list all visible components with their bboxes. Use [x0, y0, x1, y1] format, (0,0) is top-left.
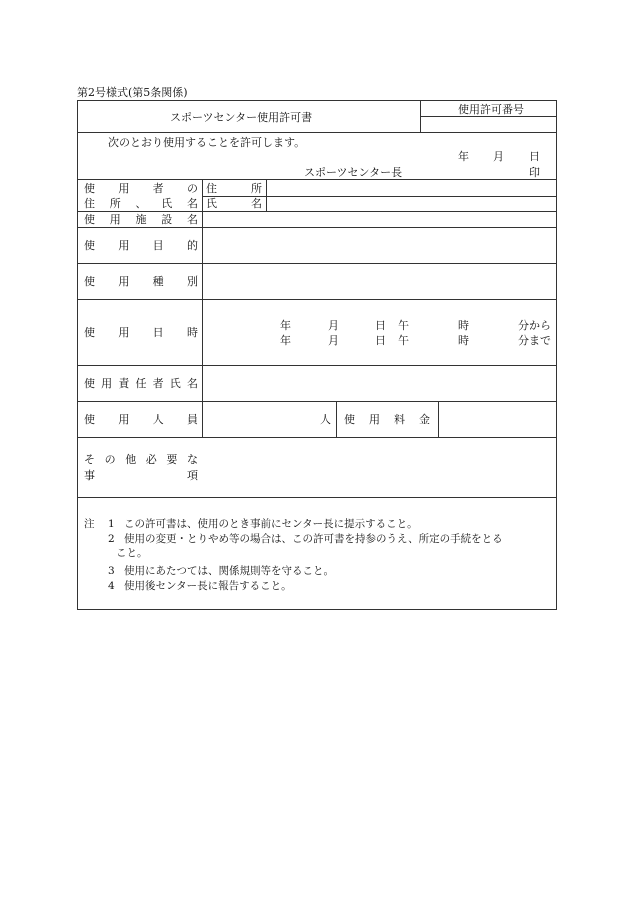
date-year-label: 年: [458, 150, 469, 163]
dt-start-month: 月: [328, 319, 339, 332]
other-field[interactable]: [204, 439, 554, 496]
seal-mark: 印: [529, 166, 540, 179]
divider: [78, 437, 556, 438]
divider: [78, 497, 556, 498]
divider: [78, 132, 556, 133]
fee-field[interactable]: [440, 403, 554, 436]
issuer-title: スポーツセンター長: [304, 166, 403, 179]
form-title: スポーツセンター使用許可書: [170, 111, 313, 124]
responsible-field[interactable]: [204, 367, 554, 400]
other-label-line1: そ の 他 必 要 な: [84, 453, 198, 466]
divider: [266, 179, 267, 211]
note-text: 使用後センター長に報告すること。: [124, 580, 292, 592]
type-field[interactable]: [204, 265, 554, 298]
divider: [336, 401, 337, 437]
permit-number-field[interactable]: [422, 118, 554, 131]
divider: [438, 401, 439, 437]
headcount-field[interactable]: [204, 403, 314, 436]
note-text: この許可書は、使用のとき事前にセンター長に提示すること。: [124, 518, 418, 530]
applicant-label-line2: 住 所 、 氏 名: [84, 197, 198, 210]
note-text: 使用にあたつては、関係規則等を守ること。: [124, 565, 334, 577]
dt-start-hour: 時: [458, 319, 469, 332]
responsible-label: 使 用 責 任 者 氏 名: [84, 377, 198, 390]
divider: [420, 101, 421, 132]
notes-prefix: 注: [84, 518, 95, 530]
address-label: 住 所: [206, 182, 262, 195]
divider: [78, 227, 556, 228]
facility-label: 使 用 施 設 名: [84, 213, 198, 226]
permit-number-label: 使用許可番号: [458, 103, 524, 116]
dt-start-ampm: 午: [398, 319, 409, 332]
divider: [420, 116, 556, 117]
facility-field[interactable]: [204, 213, 554, 226]
purpose-field[interactable]: [204, 229, 554, 262]
divider: [202, 179, 203, 437]
applicant-label-line1: 使 用 者 の: [84, 182, 198, 195]
divider: [78, 179, 556, 180]
note-number: 1: [108, 518, 115, 530]
name-field[interactable]: [268, 197, 554, 210]
note-number: 4: [108, 580, 115, 592]
dt-start-day: 日: [375, 319, 386, 332]
permission-statement: 次のとおり使用することを許可します。: [108, 136, 306, 149]
name-label: 氏 名: [206, 197, 262, 210]
datetime-label: 使 用 日 時: [84, 326, 198, 339]
dt-end-day: 日: [375, 334, 386, 347]
divider: [78, 365, 556, 366]
purpose-label: 使 用 目 的: [84, 239, 198, 252]
dt-start-minute: 分から: [518, 319, 551, 332]
divider: [78, 299, 556, 300]
headcount-label: 使 用 人 員: [84, 413, 198, 426]
type-label: 使 用 種 別: [84, 275, 198, 288]
dt-end-hour: 時: [458, 334, 469, 347]
divider: [78, 263, 556, 264]
dt-end-year: 年: [280, 334, 291, 347]
fee-label: 使 用 料 金: [344, 413, 430, 426]
divider: [78, 401, 556, 402]
divider: [78, 211, 556, 212]
other-label-line2: 事 項: [84, 469, 198, 482]
note-text: 使用の変更・とりやめ等の場合は、この許可書を持参のうえ、所定の手続をとる: [124, 533, 503, 545]
permit-form: [77, 100, 557, 610]
date-day-label: 日: [529, 150, 540, 163]
dt-end-month: 月: [328, 334, 339, 347]
address-field[interactable]: [268, 181, 554, 195]
form-number-label: 第2号様式(第5条関係): [77, 86, 188, 99]
note-text-continued: こと。: [116, 547, 148, 559]
headcount-unit: 人: [320, 413, 331, 426]
note-number: 3: [108, 565, 115, 577]
note-number: 2: [108, 533, 115, 545]
date-month-label: 月: [493, 150, 504, 163]
dt-end-ampm: 午: [398, 334, 409, 347]
dt-start-year: 年: [280, 319, 291, 332]
dt-end-minute: 分まで: [518, 334, 551, 347]
